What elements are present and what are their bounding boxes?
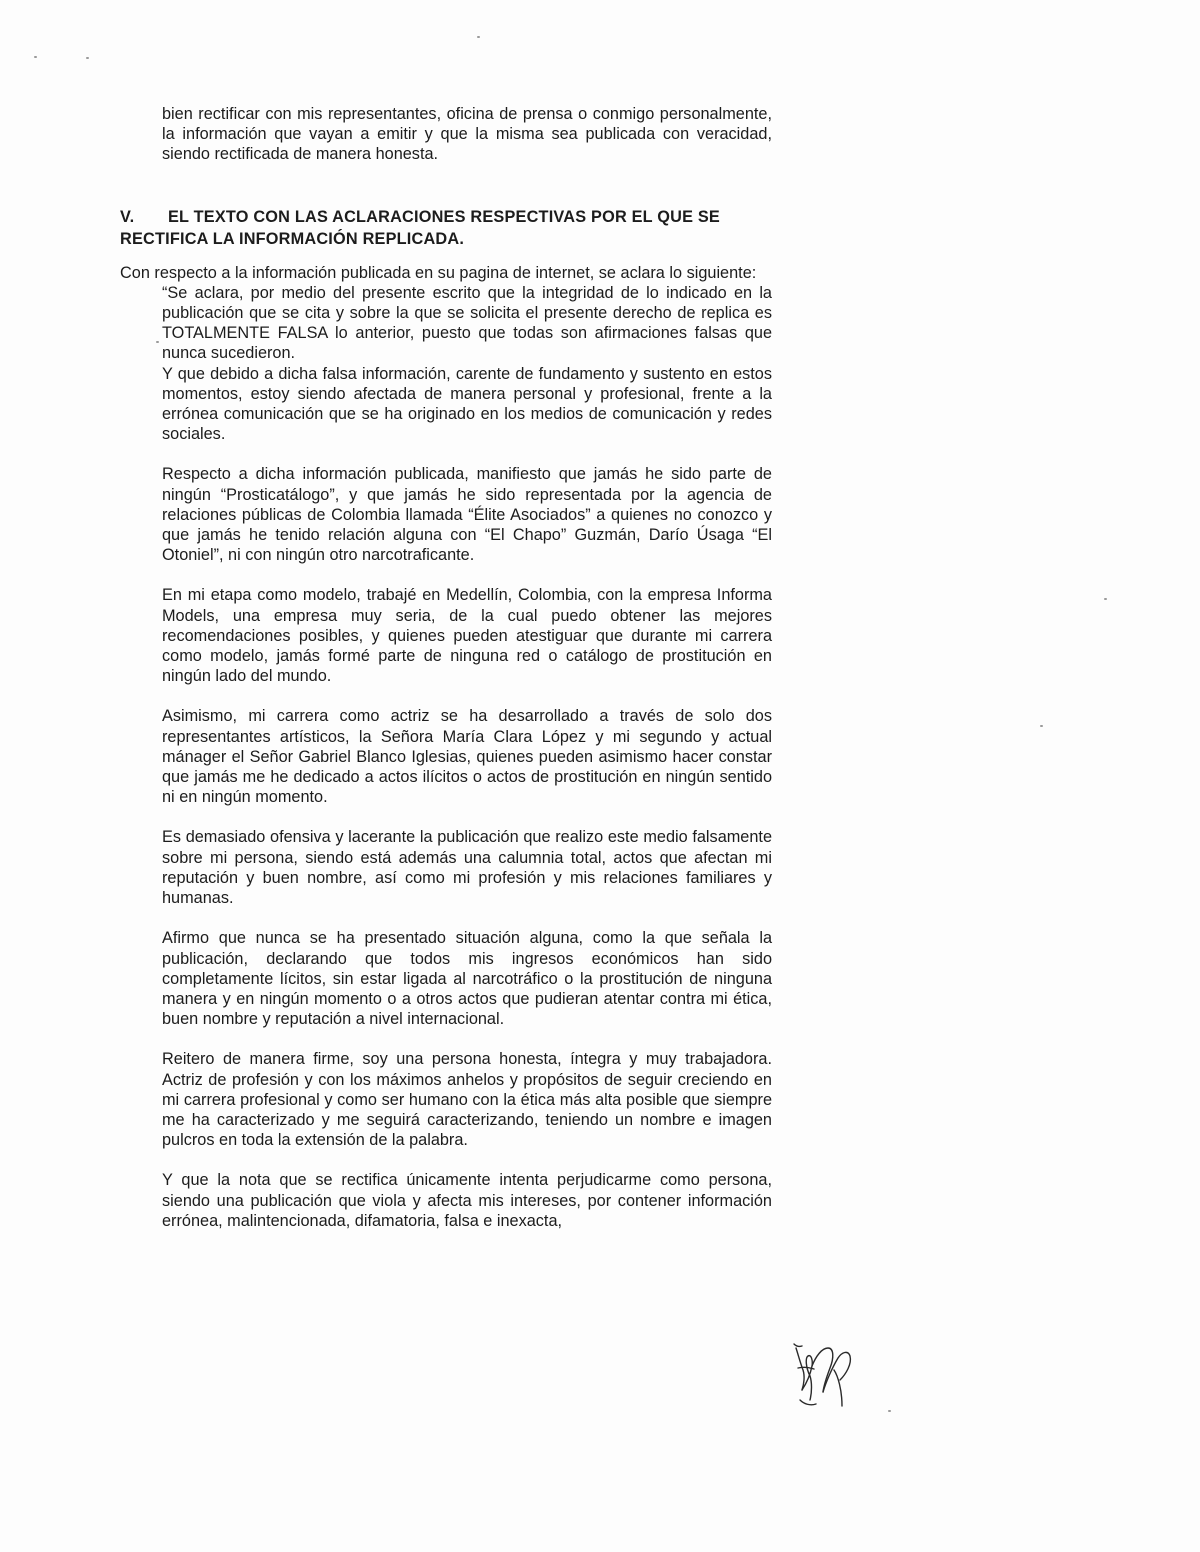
paragraph-7: Afirmo que nunca se ha presentado situación alguna, como la que señala la publicación, declarando que todos mis ingresos económicos han sido completamente lícitos, sin estar ligada al narcotráfico o la prostitución de ninguna manera y en ningún momento o a otros actos que pudieran atentar contra mi ética, buen nombre y reputación a nivel internacional. (162, 929, 772, 1029)
paragraph-3: Respecto a dicha información publicada, manifiesto que jamás he sido parte de ningún “Prosticatálogo”, y que jamás he sido representada por la agencia de relaciones públicas de Colombia llamada “Élite Asociados” a quienes no conozco y que jamás he tenido relación alguna con “El Chapo” Guzmán, Darío Úsaga “El Otoniel”, ni con ningún otro narcotraficante. (162, 465, 772, 565)
paragraph-4: En mi etapa como modelo, trabajé en Medellín, Colombia, con la empresa Informa Models, una empresa muy seria, de la cual puedo obtener las mejores recomendaciones posibles, y quienes pueden atestiguar que durante mi carrera como modelo, jamás formé parte de ninguna red o catálogo de prostitución en ningún lado del mundo. (162, 586, 772, 686)
lead-paragraph: Con respecto a la información publicada en su pagina de internet, se aclara lo siguiente: (120, 263, 757, 282)
paragraph-9: Y que la nota que se rectifica únicamente intenta perjudicarme como persona, siendo una publicación que viola y afecta mis intereses, por contener información errónea, malintencionada, difamatoria, falsa e inexacta, (162, 1171, 772, 1230)
section-number: V. (120, 207, 135, 226)
scan-speck (888, 1410, 891, 1412)
scan-speck (156, 341, 159, 343)
section-heading (120, 206, 772, 250)
document-body (120, 104, 772, 1231)
scan-speck (34, 56, 37, 58)
paragraph-2: Y que debido a dicha falsa información, carente de fundamento y sustento en estos momentos, estoy siendo afectada de manera personal y profesional, frente a la errónea comunicación que se ha originado en los medios de comunicación y redes sociales. (162, 364, 772, 444)
paragraph-5: Asimismo, mi carrera como actriz se ha desarrollado a través de solo dos representantes artísticos, la Señora María Clara López y mi segundo y actual mánager el Señor Gabriel Blanco Iglesias, quienes pueden asimismo hacer constar que jamás me he dedicado a actos ilícitos o actos de prostitución en ningún sentido ni en ningún momento. (162, 707, 772, 807)
scan-speck (1040, 725, 1043, 727)
paragraph-8: Reitero de manera firme, soy una persona honesta, íntegra y muy trabajadora. Actriz de profesión y con los máximos anhelos y propósitos de seguir creciendo en mi carrera profesional y como ser humano con la ética más alta posible que siempre me ha caracterizado y me seguirá caracterizando, teniendo un nombre e imagen pulcros en toda la extensión de la palabra. (162, 1050, 772, 1150)
paragraph-1: “Se aclara, por medio del presente escrito que la integridad de lo indicado en la publicación que se cita y sobre la que se solicita el presente derecho de replica es TOTALMENTE FALSA lo anterior, puesto que todas son afirmaciones falsas que nunca sucedieron. (162, 283, 772, 363)
intro-paragraph: bien rectificar con mis representantes, oficina de prensa o conmigo personalmente, la información que vayan a emitir y que la misma sea publicada con veracidad, siendo rectificada de manera honesta. (162, 105, 772, 164)
section-title-line-2: RECTIFICA LA INFORMACIÓN REPLICADA. (120, 229, 465, 248)
scan-speck (1104, 598, 1107, 600)
scan-speck (477, 36, 480, 38)
paragraph-6: Es demasiado ofensiva y lacerante la publicación que realizo este medio falsamente sobre mi persona, siendo está además una calumnia total, actos que afectan mi reputación y buen nombre, así como mi profesión y mis relaciones familiares y humanas. (162, 828, 772, 908)
quoted-statement (162, 283, 772, 1231)
signature-icon (790, 1340, 860, 1412)
section-title-line-1: EL TEXTO CON LAS ACLARACIONES RESPECTIVAS POR EL QUE SE (168, 207, 720, 226)
scan-speck (86, 57, 89, 59)
section-heading-line-1 (120, 206, 772, 228)
